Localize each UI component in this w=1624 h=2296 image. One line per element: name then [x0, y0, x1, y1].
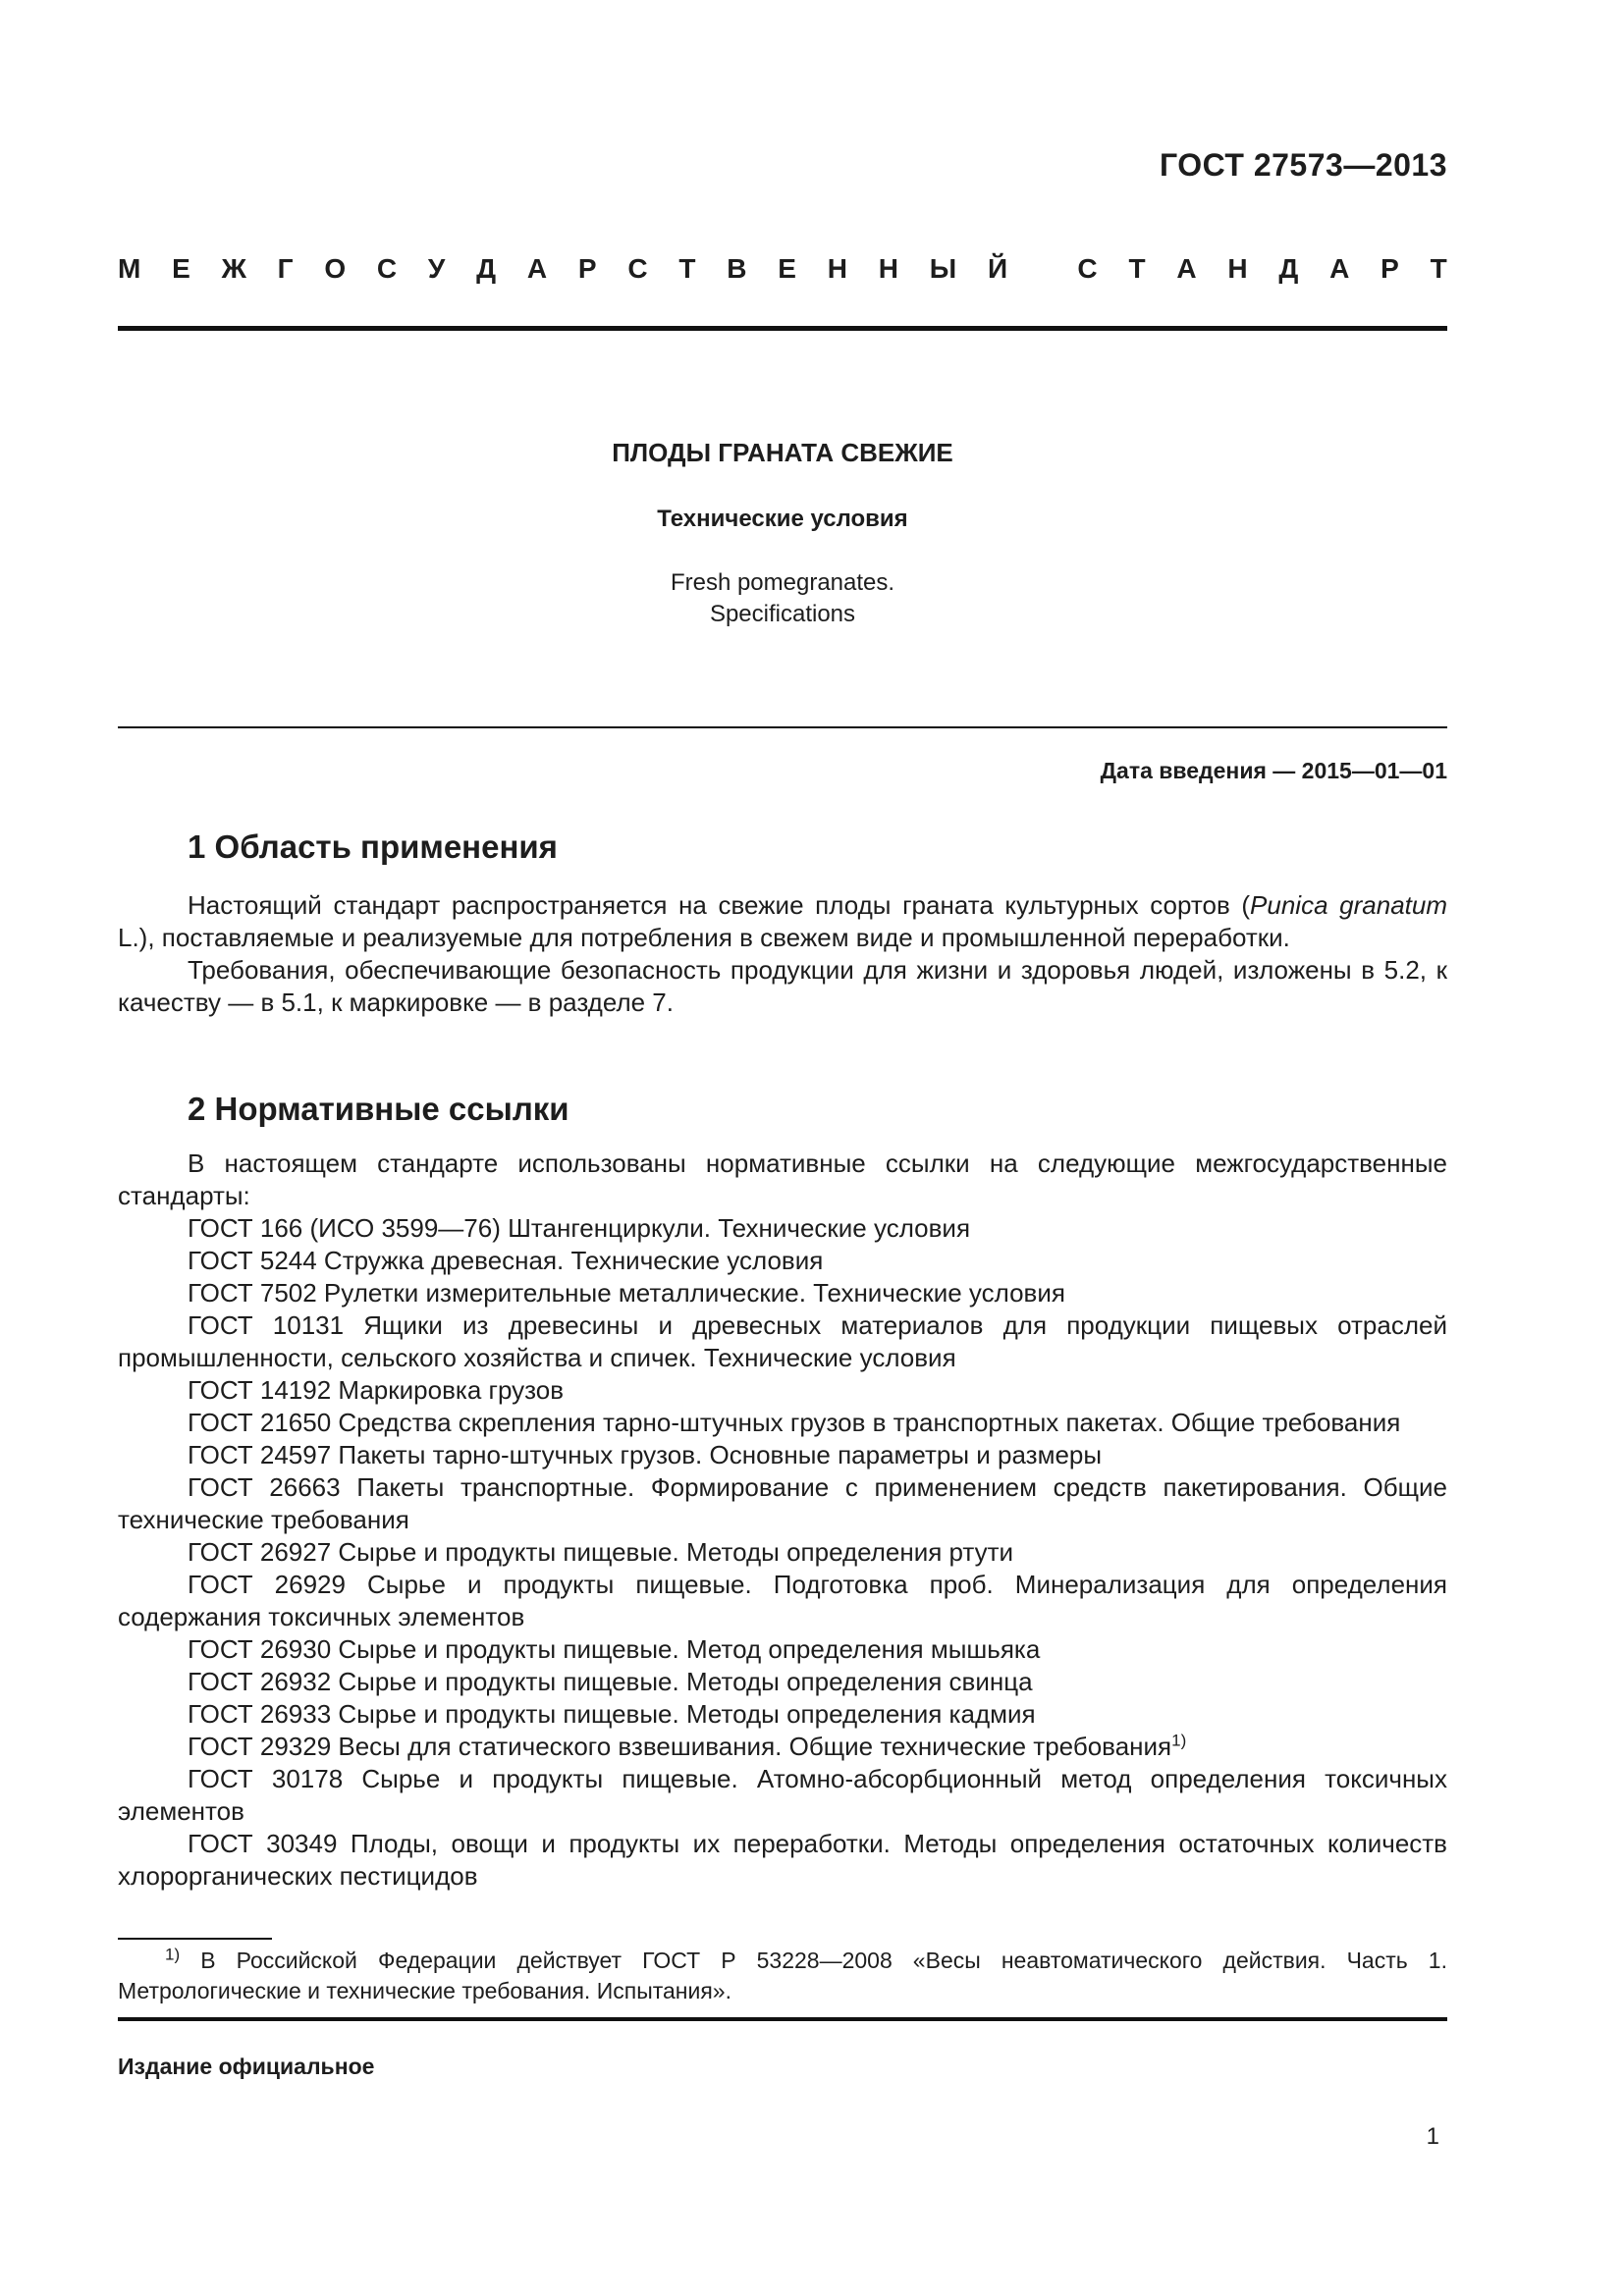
edition-label: Издание официальное — [118, 2054, 375, 2079]
banner-letter: У — [427, 253, 446, 284]
section-normative-refs — [118, 1090, 1447, 1893]
reference-item: ГОСТ 26927 Сырье и продукты пищевые. Методы определения ртути — [188, 1537, 1014, 1567]
banner-letter: С — [627, 253, 648, 284]
banner-letter: Д — [476, 253, 497, 284]
scope-paragraph-2: Требования, обеспечивающие безопасность продукции для жизни и здоровья людей, изложены в 5.2, к качеству — в 5.1, к маркировке — в разделе 7. — [118, 955, 1447, 1017]
banner-letter: Е — [172, 253, 190, 284]
banner-letter: Н — [827, 253, 847, 284]
section-heading-scope: 1 Область применения — [188, 828, 558, 865]
banner-letter: Е — [778, 253, 796, 284]
reference-item: ГОСТ 26932 Сырье и продукты пищевые. Методы определения свинца — [188, 1667, 1033, 1696]
reference-item: ГОСТ 24597 Пакеты тарно-штучных грузов. Основные параметры и размеры — [188, 1440, 1103, 1469]
doc-number: ГОСТ 27573—2013 — [1159, 147, 1447, 183]
banner-letter: Д — [1278, 253, 1299, 284]
reference-item: ГОСТ 10131 Ящики из древесины и древесных материалов для продукции пищевых отраслей промышленности, сельского хозяйства и спичек. Технические условия — [118, 1310, 1447, 1372]
banner-letter: О — [324, 253, 347, 284]
banner-letter: А — [1176, 253, 1197, 284]
date-introduced: Дата введения — 2015—01—01 — [1100, 758, 1447, 783]
banner-letter: Т — [1128, 253, 1146, 284]
banner-letter: Р — [577, 253, 597, 284]
english-title-line2: Specifications — [709, 601, 856, 627]
footnote — [118, 1946, 1447, 2006]
banner-letter: Т — [1430, 253, 1447, 284]
page-number: 1 — [1426, 2123, 1439, 2150]
banner-letter: С — [376, 253, 398, 284]
banner-letter: Ж — [221, 253, 246, 284]
banner-letter: В — [727, 253, 747, 284]
reference-item: ГОСТ 26929 Сырье и продукты пищевые. Подготовка проб. Минерализация для определения содержания токсичных элементов — [118, 1570, 1447, 1631]
scope-paragraph-1: Настоящий стандарт распространяется на свежие плоды граната культурных сортов (Punica granatum L.), поставляемые и реализуемые для потребления в свежем виде и промышленной переработки. — [118, 890, 1448, 952]
reference-item: ГОСТ 14192 Маркировка грузов — [188, 1375, 565, 1405]
document-title: ПЛОДЫ ГРАНАТА СВЕЖИЕ — [612, 438, 953, 467]
footnote-marker: 1) — [165, 1945, 181, 1964]
footnote-ref-marker: 1) — [1171, 1731, 1187, 1750]
banner-letter: Г — [277, 253, 294, 284]
reference-item: ГОСТ 30349 Плоды, овощи и продукты их переработки. Методы определения остаточных количеств хлорорганических пестицидов — [118, 1829, 1447, 1891]
document-subtitle: Технические условия — [657, 506, 908, 532]
reference-item: ГОСТ 166 (ИСО 3599—76) Штангенциркули. Технические условия — [188, 1213, 971, 1243]
section-heading-refs: 2 Нормативные ссылки — [188, 1091, 569, 1127]
reference-item: ГОСТ 7502 Рулетки измерительные металлические. Технические условия — [188, 1278, 1065, 1308]
latin-species-name: Punica granatum — [1250, 890, 1448, 920]
refs-intro: В настоящем стандарте использованы нормативные ссылки на следующие межгосударственные стандарты: — [118, 1148, 1447, 1210]
footer-rule — [118, 2017, 1447, 2021]
section-scope — [118, 828, 1447, 1019]
reference-item: ГОСТ 26933 Сырье и продукты пищевые. Методы определения кадмия — [188, 1699, 1036, 1729]
reference-item: ГОСТ 26663 Пакеты транспортные. Формирование с применением средств пакетирования. Общие технические требования — [118, 1472, 1447, 1534]
banner-letter: Й — [987, 253, 1008, 284]
banner-gap — [1039, 253, 1047, 285]
banner-letter: Т — [678, 253, 696, 284]
reference-item: ГОСТ 29329 Весы для статического взвешивания. Общие технические требования$^{1)}$ — [188, 1731, 1187, 1761]
reference-item: ГОСТ 26930 Сырье и продукты пищевые. Метод определения мышьяка — [188, 1634, 1041, 1664]
standard-banner — [118, 253, 1447, 285]
banner-letter: Р — [1380, 253, 1399, 284]
reference-item: ГОСТ 5244 Стружка древесная. Технические условия — [188, 1246, 824, 1275]
footnote-text: В Российской Федерации действует ГОСТ Р 53228—2008 «Весы неавтоматического действия. Часть 1. Метрологические и технические требования. Испытания». — [118, 1948, 1447, 2003]
banner-letter: А — [1329, 253, 1350, 284]
banner-letter: Ы — [929, 253, 957, 284]
english-title — [118, 567, 1447, 630]
banner-letter: С — [1077, 253, 1098, 284]
reference-item: ГОСТ 21650 Средства скрепления тарно-штучных грузов в транспортных пакетах. Общие требования — [188, 1408, 1401, 1437]
banner-letter: М — [118, 253, 141, 284]
english-title-line1: Fresh pomegranates. — [670, 569, 895, 596]
footnote-rule — [118, 1938, 272, 1940]
refs-list — [118, 1212, 1447, 1893]
reference-item: ГОСТ 30178 Сырье и продукты пищевые. Атомно-абсорбционный метод определения токсичных элементов — [118, 1764, 1447, 1826]
banner-letter: Н — [878, 253, 898, 284]
banner-letter: Н — [1227, 253, 1248, 284]
title-rule — [118, 726, 1447, 728]
header-rule — [118, 326, 1447, 331]
banner-letter: А — [526, 253, 548, 284]
